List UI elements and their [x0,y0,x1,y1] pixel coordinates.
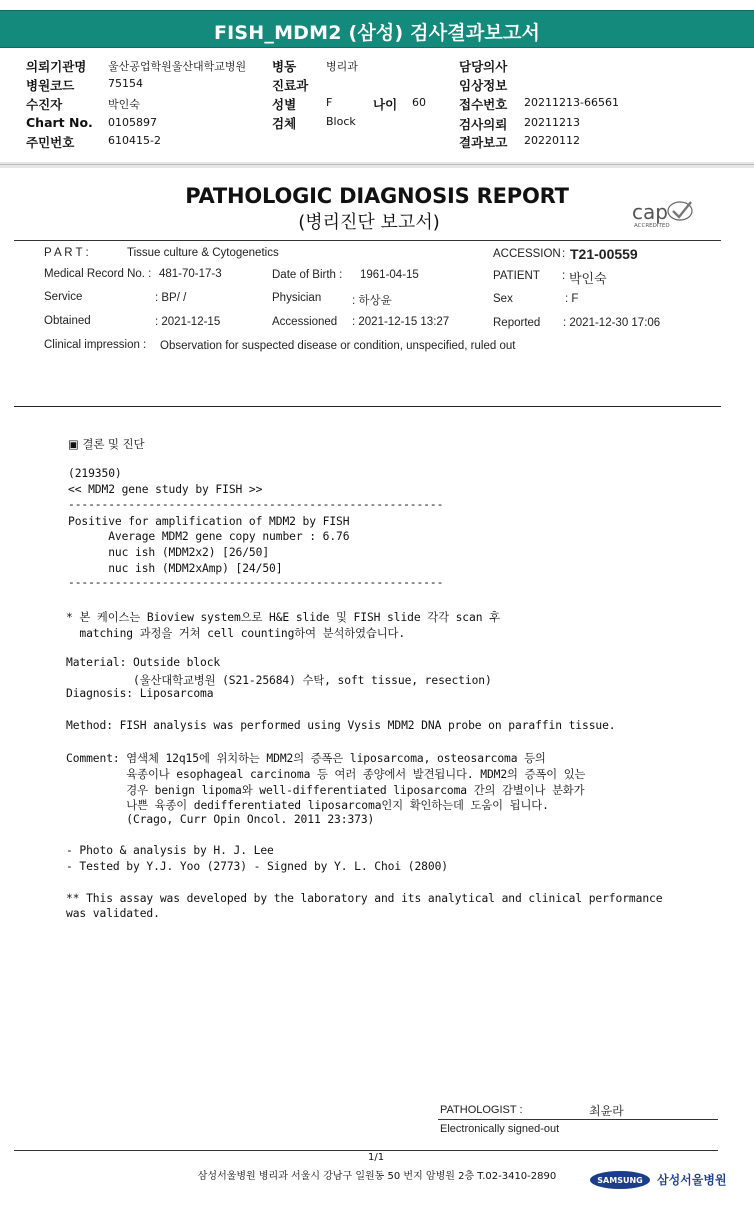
clinical-impression-label: Clinical impression : [44,339,147,351]
footer-address: 삼성서울병원 병리과 서울시 강남구 일원동 50 번지 암병원 2층 T.02-3410-2890 [197,1171,557,1182]
tested-by-line: - Tested by Y.J. Yoo (2773) - Signed by Y. L. Choi (2800) [66,860,448,873]
accession-value: T21-00559 [570,246,638,262]
sex-field-label: Sex [493,293,513,305]
receipt-value: 20211213-66561 [524,96,619,109]
part-label: P A R T : [44,247,89,259]
rrn-label: 주민번호 [26,135,75,150]
assay-line-1: ** This assay was developed by the laboratory and its analytical and clinical performance [66,892,663,905]
samsung-logo [589,1170,651,1190]
physician-value: : 하상윤 [352,295,392,307]
section-divider-line [0,164,754,165]
cap-logo-text: cap [632,200,668,224]
age-value: 60 [412,96,426,109]
report-title: PATHOLOGIC DIAGNOSIS REPORT [185,184,569,208]
note-line-2: matching 과정을 거쳐 cell counting하여 분석하였습니다. [66,627,406,640]
request-value: 20211213 [524,116,580,129]
accessioned-value: : 2021-12-15 13:27 [352,316,450,328]
report-body-rule [14,406,721,407]
chart-label: Chart No. [26,115,93,130]
reported-label: Reported [493,317,541,329]
result-line-2: Average MDM2 gene copy number : 6.76 [68,530,350,543]
result-line-4: nuc ish (MDM2xAmp) [24/50] [68,562,283,575]
comment-line-3: 경우 benign lipoma와 well-differentiated liposarcoma 간의 감별이나 분화가 [66,784,585,797]
study-code: (219350) [68,467,122,480]
mrn-label: Medical Record No. : [44,268,152,280]
result-line-3: nuc ish (MDM2x2) [26/50] [68,546,270,559]
result-label: 결과보고 [459,135,508,150]
request-label: 검사의뢰 [459,117,508,132]
hospital-name: 삼성서울병원 [657,1173,727,1187]
patient-label: 수진자 [26,97,63,112]
accession-colon: : [562,248,566,260]
part-value: Tissue culture & Cytogenetics [127,247,279,259]
ward-label: 병동 [272,59,297,74]
sex-value: F [326,96,333,109]
service-label: Service [44,291,83,303]
sex-field-value: : F [565,293,579,305]
material-line-2: (울산대학교병원 (S21-25684) 수탁, soft tissue, resection) [66,674,492,687]
patient-name-label: PATIENT [493,270,540,282]
report-subtitle: (병리진단 보고서) [298,212,440,233]
page-title: FISH_MDM2 (삼성) 검사결과보고서 [213,22,541,44]
material-line-1: Material: Outside block [66,656,221,669]
accessioned-label: Accessioned [272,316,338,328]
dash-line-top: -------------------------------------------------------- [68,498,444,511]
method-line: Method: FISH analysis was performed using Vysis MDM2 DNA probe on paraffin tissue. [66,719,616,732]
signed-out-text: Electronically signed-out [440,1123,560,1135]
page-number: 1/1 [368,1152,385,1163]
hospital-code-value: 75154 [108,77,143,90]
clinical-info-label: 임상정보 [459,78,508,93]
specimen-label: 검체 [272,116,297,131]
rrn-value: 610415-2 [108,134,161,147]
dept-label: 진료과 [272,78,309,93]
age-label: 나이 [373,97,398,112]
signature-rule [438,1119,718,1120]
mrn-value: 481-70-17-3 [159,268,222,280]
result-value: 20220112 [524,134,580,147]
hospital-code-label: 병원코드 [26,78,75,93]
service-value: : BP/ / [155,292,187,304]
obtained-label: Obtained [44,315,91,327]
cap-logo-sub: ACCREDITED [634,223,670,229]
reported-value: : 2021-12-30 17:06 [563,317,661,329]
physician-label: Physician [272,292,322,304]
accession-label: ACCESSION [493,248,561,260]
dob-label: Date of Birth : [272,269,343,281]
patient-value: 박인숙 [108,98,140,111]
comment-line-2: 육종이나 esophageal carcinoma 등 여러 종양에서 발견됩니다. MDM2의 증폭이 있는 [66,768,586,781]
pathologist-label: PATHOLOGIST : [440,1104,523,1116]
patient-name-value: 박인숙 [569,271,607,286]
institution-value: 울산공업학원울산대학교병원 [108,60,247,73]
sex-label: 성별 [272,97,297,112]
comment-line-5: (Crago, Curr Opin Oncol. 2011 23:373) [66,813,375,826]
footer-rule [14,1150,718,1151]
comment-line-1: Comment: 염색체 12q15에 위치하는 MDM2의 증폭은 liposarcoma, osteosarcoma 등의 [66,752,546,765]
institution-label: 의뢰기관명 [26,59,87,74]
ward-value: 병리과 [326,60,358,73]
comment-line-4: 나쁜 육종이 dedifferentiated liposarcoma인지 확인하는데 도움이 됩니다. [66,799,549,812]
pathologist-name: 최윤라 [589,1104,624,1118]
study-title: << MDM2 gene study by FISH >> [68,483,263,496]
assay-line-2: was validated. [66,907,160,920]
receipt-label: 접수번호 [459,97,508,112]
samsung-logo-text: SAMSUNG [597,1176,643,1185]
header-bar [0,10,754,48]
diagnosis-line: Diagnosis: Liposarcoma [66,687,214,700]
section-heading: ▣ 결론 및 진단 [68,437,145,451]
cap-accredited-logo [630,196,696,230]
note-line-1: * 본 케이스는 Bioview system으로 H&E slide 및 FISH slide 각각 scan 후 [66,611,500,624]
section-divider [0,162,754,168]
dob-value: 1961-04-15 [360,269,419,281]
specimen-value: Block [326,115,356,128]
doctor-label: 담당의사 [459,59,508,74]
report-header-rule [14,240,721,241]
chart-value: 0105897 [108,116,157,129]
dash-line-bottom: -------------------------------------------------------- [68,576,444,589]
patient-name-colon: : [562,270,566,282]
clinical-impression-value: Observation for suspected disease or condition, unspecified, ruled out [160,340,516,352]
photo-credit-line: - Photo & analysis by H. J. Lee [66,844,274,857]
result-line-1: Positive for amplification of MDM2 by FISH [68,515,350,528]
obtained-value: : 2021-12-15 [155,316,221,328]
